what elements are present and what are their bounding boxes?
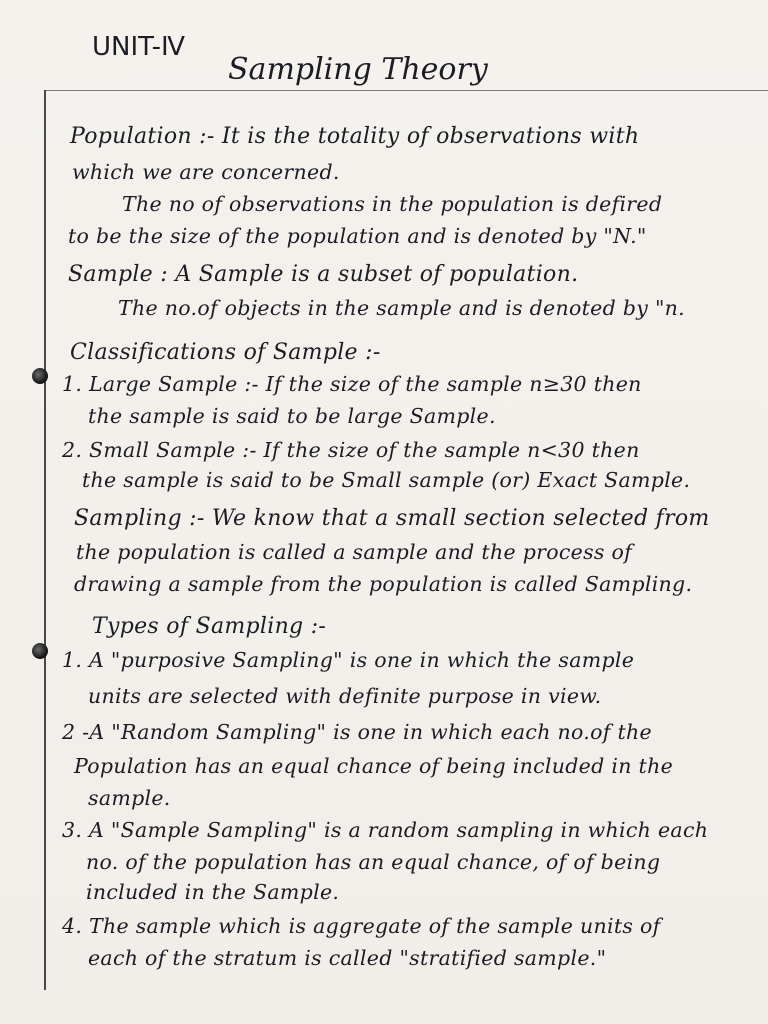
text-line: each of the stratum is called "stratified sample." [88, 946, 607, 970]
text-line: to be the size of the population and is denoted by "N." [68, 224, 647, 248]
text-line: The no of observations in the population is defired [122, 192, 663, 216]
text-line: the sample is said to be large Sample. [88, 404, 496, 428]
text-line: no. of the population has an equal chance, of of being [86, 850, 661, 874]
text-line: the sample is said to be Small sample (or) Exact Sample. [82, 468, 691, 492]
text-line: 2 -A "Random Sampling" is one in which each no.of the [62, 720, 652, 744]
text-line: 1. A "purposive Sampling" is one in which the sample [62, 648, 635, 672]
margin-rule [44, 90, 46, 990]
text-line: Sampling :- We know that a small section selected from [74, 506, 710, 531]
page-title: Sampling Theory [228, 52, 488, 87]
section-heading: Types of Sampling :- [92, 614, 327, 639]
text-line: the population is called a sample and the process of [76, 540, 633, 564]
punch-hole-icon [32, 643, 48, 659]
punch-hole-icon [32, 368, 48, 384]
text-line: which we are concerned. [72, 160, 340, 184]
text-line: The no.of objects in the sample and is denoted by "n. [118, 296, 685, 320]
text-line: Population has an equal chance of being included in the [74, 754, 673, 778]
text-line: 3. A "Sample Sampling" is a random sampling in which each [62, 818, 709, 842]
text-line: 1. Large Sample :- If the size of the sample n≥30 then [62, 372, 642, 396]
text-line: drawing a sample from the population is called Sampling. [74, 572, 693, 596]
top-rule [44, 90, 768, 91]
section-heading: Classifications of Sample :- [70, 340, 381, 365]
text-line: Sample : A Sample is a subset of population. [68, 262, 579, 287]
unit-label: UNIT-Ⅳ [92, 32, 186, 62]
text-line: Population :- It is the totality of observations with [70, 124, 640, 149]
text-line: 2. Small Sample :- If the size of the sample n<30 then [62, 438, 640, 462]
text-line: included in the Sample. [86, 880, 340, 904]
text-line: units are selected with definite purpose in view. [88, 684, 602, 708]
text-line: sample. [88, 786, 171, 810]
text-line: 4. The sample which is aggregate of the sample units of [62, 914, 661, 938]
